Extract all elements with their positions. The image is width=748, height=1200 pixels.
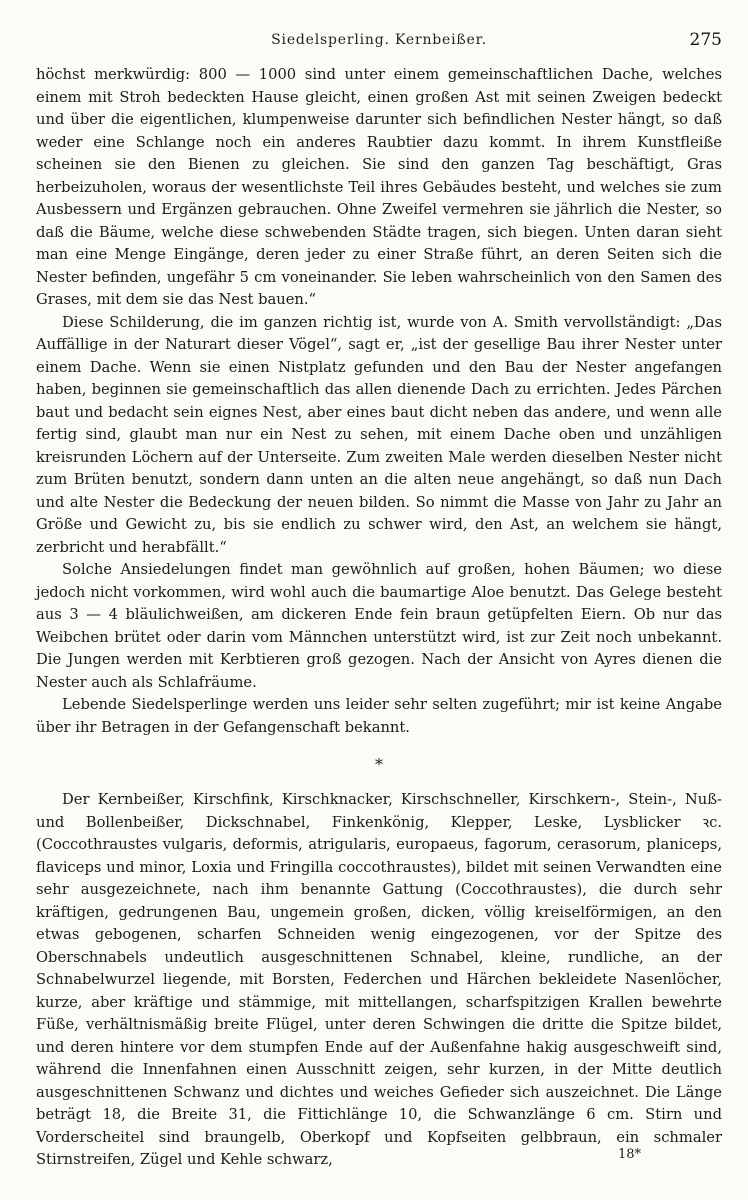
page-header	[36, 30, 722, 64]
section-separator: *	[375, 755, 383, 774]
paragraph: Diese Schilderung, die im ganzen richtig ist, wurde von A. Smith vervollständigt: „Das Auffällige in der Naturart dieser Vögel“, sagt er, „ist der gesellige Bau ihrer Nester unter einem Dache. Wenn sie einen Nistplatz gefunden und den Bau der Nester angefangen haben, beginnen sie gemeinschaftlich das allen dienende Dach zu errichten. Jedes Pärchen baut und bedacht sein eignes Nest, aber eines baut dicht neben das andere, und wenn alle fertig sind, glaubt man nur ein Nest zu sehen, mit einem Dache oben und unzähligen kreisrunden Löchern auf der Unterseite. Zum zweiten Male werden dieselben Nester nicht zum Brüten benutzt, sondern dann unten an die alten neue angehängt, so daß nun Dach und alte Nester die Bedeckung der neuen bilden. So nimmt die Masse von Jahr zu Jahr an Größe und Gewicht zu, bis sie endlich zu schwer wird, den Ast, an welchem sie hängt, zerbricht und herabfällt.“	[36, 313, 722, 556]
paragraph: Lebende Siedelsperlinge werden uns leider sehr selten zugeführt; mir ist keine Angabe über ihr Betragen in der Gefangenschaft bekannt.	[36, 696, 722, 736]
page-number: 275	[689, 30, 722, 50]
body-text	[36, 64, 722, 1172]
running-title: Siedelsperling. Kernbeißer.	[271, 32, 487, 48]
paragraph: Solche Ansiedelungen findet man gewöhnlich auf großen, hohen Bäumen; wo diese jedoch nicht vorkommen, wird wohl auch die baumartige Aloe benutzt. Das Gelege besteht aus 3 — 4 bläulichweißen, am dickeren Ende fein braun getüpfelten Eiern. Ob nur das Weibchen brütet oder darin vom Männchen unterstützt wird, ist zur Zeit noch unbekannt. Die Jungen werden mit Kerbtieren groß gezogen. Nach der Ansicht von Ayres dienen die Nester auch als Schlafräume.	[36, 561, 722, 691]
paragraph-continued: höchst merkwürdig: 800 — 1000 sind unter einem gemeinschaftlichen Dache, welches einem mit Stroh bedeckten Hause gleicht, einen großen Ast mit seinen Zweigen bedeckt und über die eigentlichen, klumpenweise darunter sich befindlichen Nester hängt, so daß weder eine Schlange noch ein anderes Raubtier dazu kommt. In ihrem Kunstfleiße scheinen sie den Bienen zu gleichen. Sie sind den ganzen Tag beschäftigt, Gras herbeizuholen, woraus der wesentlichste Teil ihres Gebäudes besteht, und welches sie zum Ausbessern und Ergänzen gebrauchen. Ohne Zweifel vermehren sie jährlich die Nester, so daß die Bäume, welche diese schwebenden Städte tragen, sich biegen. Unten daran sieht man eine Menge Eingänge, deren jeder zu einer Straße führt, an deren Seiten sich die Nester befinden, ungefähr 5 cm voneinander. Sie leben wahrscheinlich von den Samen des Grases, mit dem sie das Nest bauen.“	[36, 66, 722, 308]
signature-mark: 18*	[618, 1147, 642, 1162]
paragraph-kernbeisser: Der Kernbeißer, Kirschfink, Kirschknacker, Kirschschneller, Kirschkern-, Stein-, Nuß- und Bollenbeißer, Dickschnabel, Finkenkönig, Klepper, Leske, Lysblicker ꝛc. (Coccothraustes vulgaris, deformis, atrigularis, europaeus, fagorum, cerasorum, planiceps, flaviceps und minor, Loxia und Fringilla coccothraustes), bildet mit seinen Verwandten eine sehr ausgezeichnete, nach ihm benannte Gattung (Coccothraustes), die durch sehr kräftigen, gedrungenen Bau, ungemein großen, dicken, völlig kreiselförmigen, an den etwas gebogenen, scharfen Schneiden wenig eingezogenen, vor der Spitze des Oberschnabels undeutlich ausgeschnittenen Schnabel, kleine, rundliche, an der Schnabelwurzel liegende, mit Borsten, Federchen und Härchen bekleidete Nasenlöcher, kurze, aber kräftige und stämmige, mit mittellangen, scharfspitzigen Krallen bewehrte Füße, verhältnismäßig breite Flügel, unter deren Schwingen die dritte die Spitze bildet, und deren hintere vor dem stumpfen Ende auf der Außenfahne hakig ausgeschweift sind, während die Innenfahnen einen Ausschnitt zeigen, sehr kurzen, in der Mitte deutlich ausgeschnittenen Schwanz und dichtes und weiches Gefieder sich auszeichnet. Die Länge beträgt 18, die Breite 31, die Fittichlänge 10, die Schwanzlänge 6 cm. Stirn und Vorderscheitel sind braungelb, Oberkopf und Kopfseiten gelbbraun, ein schmaler Stirnstreifen, Zügel und Kehle schwarz,	[36, 791, 722, 1168]
